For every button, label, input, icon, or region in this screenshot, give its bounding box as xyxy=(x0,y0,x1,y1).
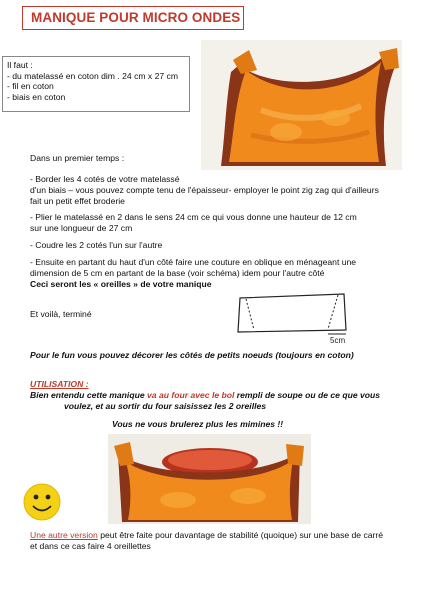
steps-intro: Dans un premier temps : xyxy=(30,153,125,163)
diagram-label: 5cm xyxy=(330,336,346,345)
requirements-box xyxy=(2,56,190,112)
requirement-item: - fil en coton xyxy=(7,81,54,91)
other-version-line-1 xyxy=(30,530,383,541)
potholder-photo xyxy=(201,40,402,170)
potholder-illustration xyxy=(201,40,402,170)
decorate-text: Pour le fun vous pouvez décorer les côtés de petits noeuds (toujours en coton) xyxy=(30,350,354,360)
other-version-line-2: et dans ce cas faire 4 oreillettes xyxy=(30,541,151,551)
title-box xyxy=(22,6,244,30)
step-2-line-2: sur une longueur de 27 cm xyxy=(30,223,133,233)
other-version-text: peut être faite pour davantage de stabilité (quoique) sur une base de carré xyxy=(97,530,384,540)
usage-line-2: voulez, et au sortir du four saisissez les 2 oreilles xyxy=(64,401,267,411)
usage-line-1 xyxy=(30,390,380,401)
usage-heading: UTILISATION : xyxy=(30,379,89,389)
step-4-line-1: - Ensuite en partant du haut d'un côté faire une couture en oblique en ménageant une xyxy=(30,257,357,267)
step-3: - Coudre les 2 cotés l'un sur l'autre xyxy=(30,240,163,250)
sewing-diagram xyxy=(232,290,352,350)
done-text: Et voilà, terminé xyxy=(30,309,92,319)
step-1-line-3: fait un petit effet broderie xyxy=(30,196,125,206)
smiley-icon xyxy=(22,482,62,522)
step-4-line-2: dimension de 5 cm en partant de la base (voir schéma) idem pour l'autre côté xyxy=(30,268,325,278)
requirement-item: - du matelassé en coton dim . 24 cm x 27 cm xyxy=(7,70,178,81)
usage-oven-highlight: va au four avec le bol xyxy=(147,390,235,400)
potholder-bowl-photo xyxy=(108,434,311,524)
requirements-text xyxy=(7,60,178,102)
step-1-line-2: d'un biais – vous pouvez compte tenu de l'épaisseur- employer le point zig zag qui d'ailleurs xyxy=(30,185,379,195)
step-1-line-1: - Border les 4 cotés de votre matelassé xyxy=(30,174,180,184)
other-version-link[interactable]: Une autre version xyxy=(30,530,98,540)
requirements-heading: Il faut : xyxy=(7,60,33,70)
usage-line-1-start: Bien entendu cette manique xyxy=(30,390,147,400)
no-burn-text: Vous ne vous brulerez plus les mimines !! xyxy=(112,419,284,429)
step-4-line-3: Ceci seront les « oreilles » de votre manique xyxy=(30,279,212,289)
step-2-line-1: - Plier le matelassé en 2 dans le sens 24 cm ce qui vous donne une hauteur de 12 cm xyxy=(30,212,357,222)
usage-line-1-end: rempli de soupe ou de ce que vous xyxy=(234,390,381,400)
requirement-item: - biais en coton xyxy=(7,91,66,102)
potholder-bowl-illustration xyxy=(108,434,311,524)
page-title: MANIQUE POUR MICRO ONDES xyxy=(31,10,241,25)
